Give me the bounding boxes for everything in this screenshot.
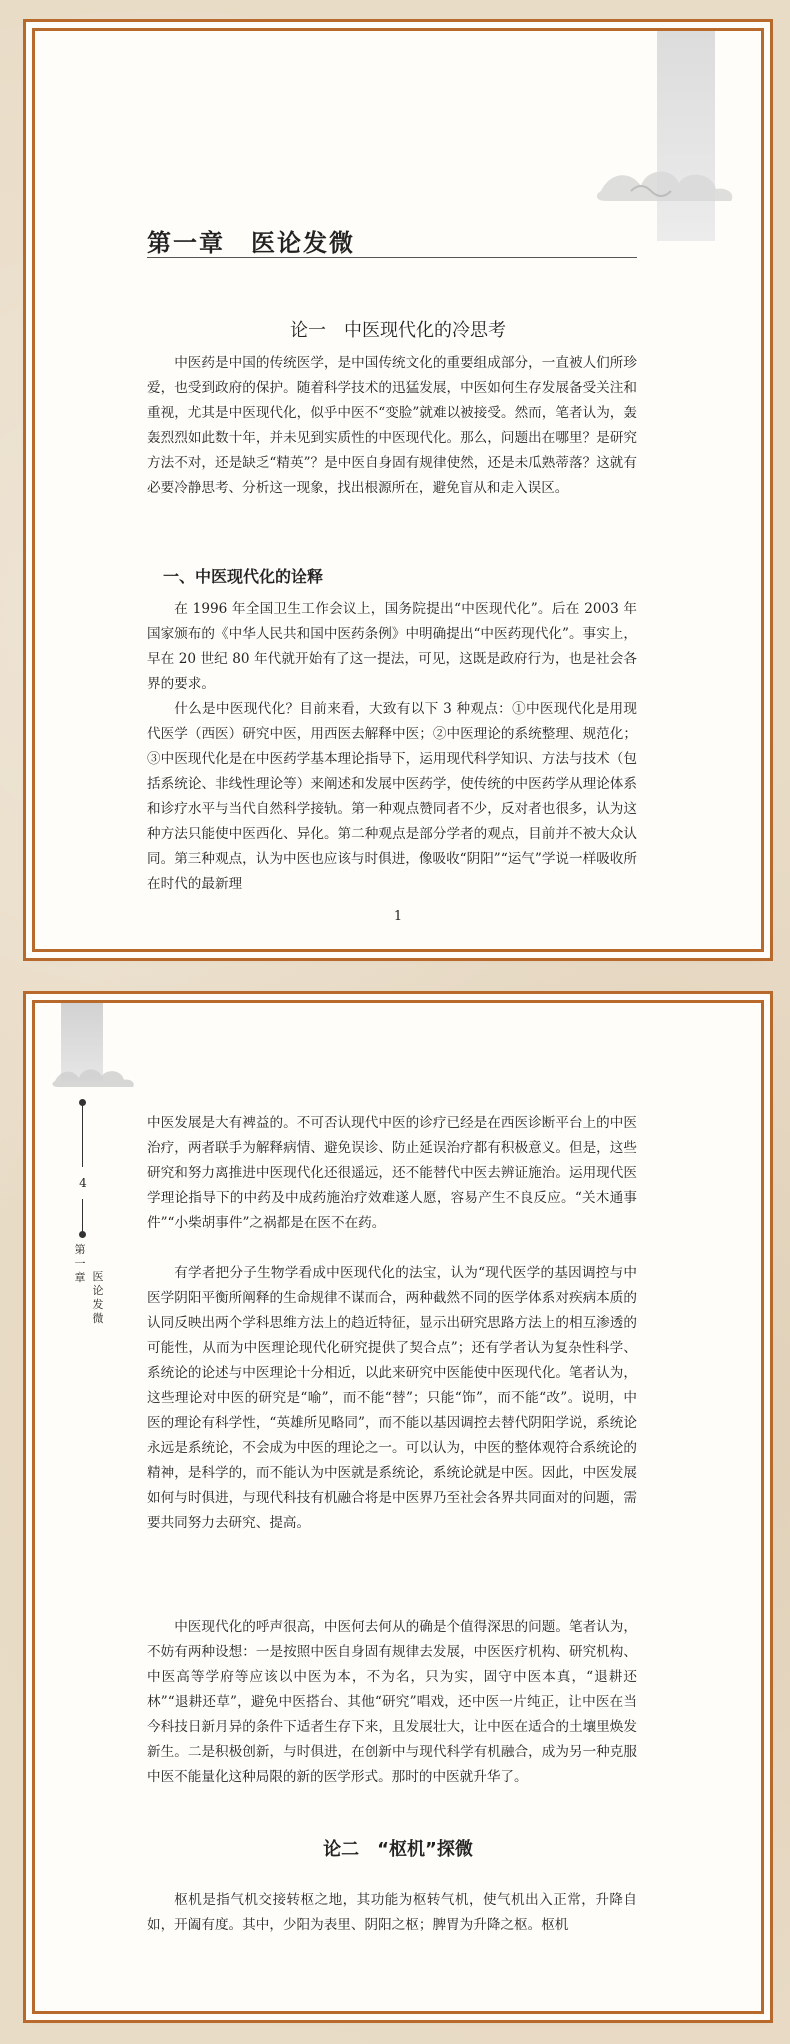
body-paragraph: 枢机是指气机交接转枢之地，其功能为枢转气机，使气机出入正常，升降自如，开阖有度。其中，少阳为表里、阴阳之枢；脾胃为升降之枢。枢机: [147, 1892, 637, 1933]
body-paragraph: 有学者把分子生物学看成中医现代化的法宝，认为“现代医学的基因调控与中医学阴阳平衡所阐释的生命规律不谋而合，两种截然不同的医学体系对疾病本质的认同反映出两个学科思维方法上的趋近特征，显示出研究思路方法上的相互渗透的可能性，从而为中医理论现代化研究提供了契合点”；还有学者认为复杂性科学、系统论的论述与中医理论十分相近，以此来研究中医能使中医现代化。笔者认为，这些理论对中医的研究是“喻”，而不能“替”；只能“饰”，而不能“改”。说明，中医的理论有科学性，“英雄所见略同”，而不能以基因调控去替代阴阳学说，系统论永远是系统论，不会成为中医的理论之一。可以认为，中医的整体观符合系统论的精神，是科学的，而不能认为中医就是系统论，系统论就是中医。因此，中医发展如何与时俱进，与现代科技有机融合将是中医界乃至社会各界共同面对的问题，需要共同努力去研究、提高。: [147, 1265, 637, 1531]
side-chapter-title: 医论发微: [92, 1270, 104, 1325]
side-dot: [79, 1231, 86, 1238]
side-dot: [79, 1099, 86, 1106]
book-page-1: [32, 28, 764, 952]
body-paragraph: 在 1996 年全国卫生工作会议上，国务院提出“中医现代化”。后在 2003 年国家颁布的《中华人民共和国中医药条例》中明确提出“中医药现代化”。事实上，早在 20 世纪 80 年代就开始有了这一提法，可见，这既是政府行为，也是社会各界的要求。: [147, 601, 637, 692]
cloud-ornament-icon: [49, 1055, 139, 1095]
chapter-divider: [147, 257, 637, 258]
body-paragraph: 中医发展是大有裨益的。不可否认现代中医的诊疗已经是在西医诊断平台上的中医治疗，两者联手为解释病情、避免误诊、防止延误治疗都有积极意义。但是，这些研究和努力离推进中医现代化还很遥远，还不能替代中医去辨证施治。运用现代医学理论指导下的中药及中成药施治疗效难遂人愿，容易产生不良反应。“关木通事件”“小柴胡事件”之祸都是在医不在药。: [147, 1115, 637, 1231]
subsection-title: 一、中医现代化的诠释: [163, 567, 324, 586]
side-rule: [82, 1199, 83, 1235]
intro-paragraph: 中医药是中国的传统医学，是中国传统文化的重要组成部分，一直被人们所珍爱，也受到政府的保护。随着科学技术的迅猛发展，中医如何生存发展备受关注和重视，尤其是中医现代化，似乎中医不“变脸”就难以被接受。然而，笔者认为，轰轰烈烈如此数十年，并未见到实质性的中医现代化。那么，问题出在哪里？是研究方法不对，还是缺乏“精英”？是中医自身固有规律使然，还是未瓜熟蒂落？这就有必要冷静思考、分析这一现象，找出根源所在，避免盲从和走入误区。: [147, 355, 637, 496]
side-chapter-label: 第一章: [74, 1243, 86, 1284]
side-rule: [82, 1103, 83, 1167]
section-title: 论二 “枢机”探微: [323, 1839, 473, 1860]
side-page-number: 4: [79, 1176, 87, 1190]
cloud-ornament-icon: [591, 151, 741, 211]
chapter-title: 第一章 医论发微: [147, 229, 355, 257]
page-number: 1: [393, 909, 403, 924]
body-paragraph: 什么是中医现代化？目前来看，大致有以下 3 种观点：①中医现代化是用现代医学（西医）研究中医，用西医去解释中医；②中医理论的系统整理、规范化；③中医现代化是在中医药学基本理论指导下，运用现代科学知识、方法与技术（包括系统论、非线性理论等）来阐述和发展中医药学，使传统的中医药学从理论体系和诊疗水平与当代自然科学接轨。第一种观点赞同者不少，反对者也很多，认为这种方法只能使中医西化、异化。第二种观点是部分学者的观点，目前并不被大众认同。第三种观点，认为中医也应该与时俱进，像吸收“阴阳”“运气”学说一样吸收所在时代的最新理: [147, 701, 637, 892]
body-paragraph: 中医现代化的呼声很高，中医何去何从的确是个值得深思的问题。笔者认为，不妨有两种设想：一是按照中医自身固有规律去发展，中医医疗机构、研究机构、中医高等学府等应该以中医为本，不为名，只为实，固守中医本真，“退耕还林”“退耕还草”，避免中医搭台、其他“研究”唱戏，还中医一片纯正，让中医在当今科技日新月异的条件下适者生存下来，且发展壮大，让中医在适合的土壤里焕发新生。二是积极创新，与时俱进，在创新中与现代科学有机融合，成为另一种克服中医不能量化这种局限的新的医学形式。那时的中医就升华了。: [147, 1619, 637, 1785]
section-title: 论一 中医现代化的冷思考: [290, 320, 506, 341]
book-page-2: [32, 1000, 764, 2014]
